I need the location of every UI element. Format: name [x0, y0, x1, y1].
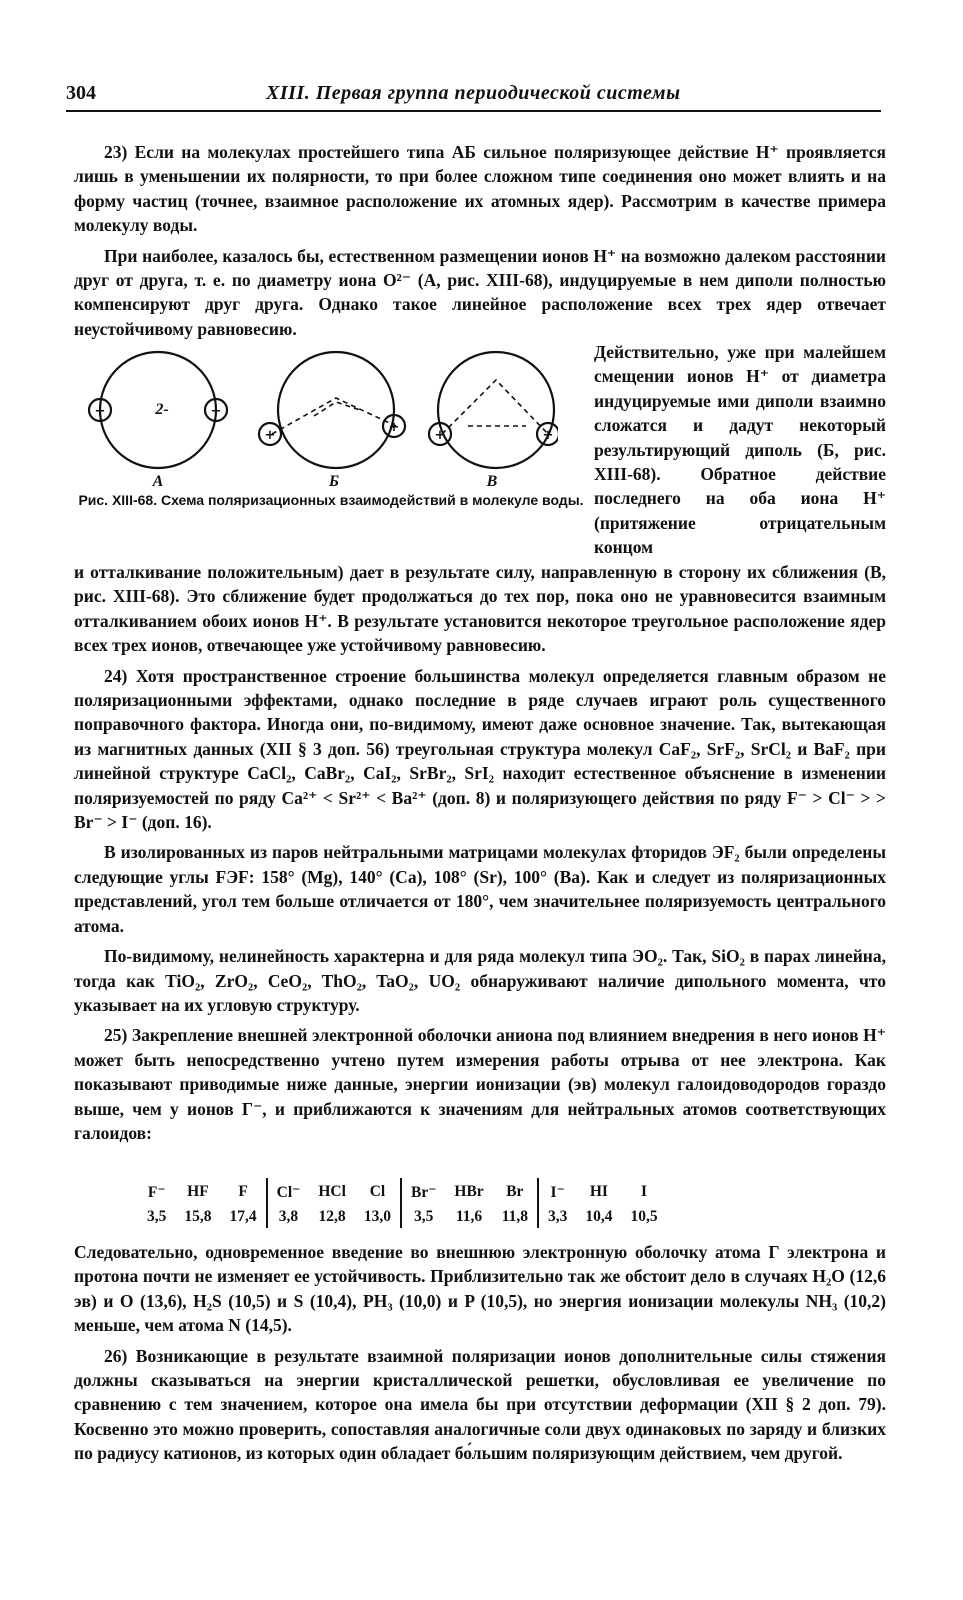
section-23-top	[74, 140, 886, 341]
paragraph-25-conclusion: Следовательно, одновременное введение во внешнюю электронную оболочку атома Г электрона и протона почти не изменяет ее устойчивость. Приблизительно так же обстоит дело в случаях H₂O (12,6 эв) и O (13,6), H₂S (10,5) и S (10,4), PH₃ (10,0) и P (10,5), но энергия ионизации молекулы NH₃ (10,2) меньше, чем атома N (14,5).	[74, 1242, 886, 1336]
table-header-cell: HCl	[318, 1183, 346, 1200]
charge-label: 2-	[155, 401, 169, 418]
figure-xiii-68	[74, 340, 588, 556]
label-v: В	[486, 473, 498, 490]
table-header-cell: HI	[589, 1183, 608, 1200]
table-cell: 10,4	[585, 1208, 613, 1225]
table-header-cell: Br⁻	[401, 1178, 445, 1204]
table-row	[138, 1178, 667, 1204]
table-row	[138, 1204, 667, 1228]
plus-sign: +	[542, 428, 554, 443]
table-cell: 11,6	[455, 1208, 483, 1225]
table-header-cell: Br	[506, 1183, 524, 1200]
page-number: 304	[66, 82, 96, 104]
table-header-cell: I	[641, 1183, 648, 1200]
table-cell: 17,4	[229, 1208, 257, 1225]
table-cell: 3,5	[147, 1208, 167, 1225]
paragraph-23-linear: При наиболее, казалось бы, естественном размещении ионов H⁺ на возможно далеком расстоянии друг от друга, т. е. по диаметру иона O²⁻ (А, рис. XIII-68), индуцируемые в нем диполи полностью компенсируют друг друга. Однако такое линейное расположение всех трех ядер отвечает неустойчивому равновесию.	[74, 245, 886, 339]
table-cell: 15,8	[184, 1208, 212, 1225]
water-polarization-diagram	[78, 350, 558, 490]
label-a: А	[152, 473, 164, 490]
table-header-cell: F	[238, 1183, 248, 1200]
running-title: XIII. Первая группа периодической системы	[266, 82, 681, 104]
table-header-cell: HBr	[454, 1183, 484, 1200]
paragraph-24-main: 24) Хотя пространственное строение большинства молекул определяется главным образом не поляризационными эффектами, однако последние в ряде случаев играют роль существенного поправочного фактора. Иногда они, по-видимому, имеют даже основное значение. Так, вытекающая из магнитных данных (XII § 3 доп. 56) треугольная структура молекул CaF₂, SrF₂, SrCl₂ и BaF₂ при линейной структуре CaCl₂, CaBr₂, CaI₂, SrBr₂, SrI₂ находит естественное объяснение в изменении поляризуемостей по ряду Ca²⁺ < Sr²⁺ < Ba²⁺ (доп. 8) и поляризующего действия по ряду F⁻ > Cl⁻ > > Br⁻ > I⁻ (доп. 16).	[74, 665, 886, 833]
oxygen-ion-v	[438, 352, 554, 468]
side-text-column: Действительно, уже при малейшем смещении ионов H⁺ от диаметра индуцируемые ими диполи взаимно сложатся и дадут некоторый результирующий диполь (Б, рис. XIII-68). Обратное действие последнего на оба иона H⁺ (притяжение отрицательным концом	[594, 342, 886, 558]
oxygen-ion-b	[278, 352, 394, 468]
paragraph-25-intro: 25) Закрепление внешней электронной оболочки аниона под влиянием внедрения в него ионов H⁺ может быть непосредственно учтено путем измерения работы отрыва от нее электрона. Как показывают приводимые ниже данные, энергии ионизации (эв) молекул галоидоводородов гораздо выше, чем у ионов Г⁻, и приближаются к значениям для нейтральных атомов соответствующих галоидов:	[74, 1025, 886, 1143]
table-cell: 3,8	[267, 1204, 310, 1228]
plus-sign: +	[94, 404, 106, 419]
section-25-26	[74, 1240, 886, 1466]
paragraph-24-dioxides: По-видимому, нелинейность характерна и для ряда молекул типа ЭO₂. Так, SiO₂ в парах линейна, тогда как TiO₂, ZrO₂, CeO₂, ThO₂, TaO₂, UO₂ обнаруживают наличие дипольного момента, что указывает на их угловую структуру.	[74, 946, 886, 1015]
bond-lines-b	[272, 398, 396, 434]
table-header-cell: I⁻	[538, 1178, 576, 1204]
ionization-energy-table	[138, 1178, 667, 1228]
paragraph-24-fluorides: В изолированных из паров нейтральными матрицами молекулах фторидов ЭF₂ были определены следующие углы FЭF: 158° (Mg), 140° (Ca), 108° (Sr), 100° (Ba). Как и следует из поляризационных представлений, угол тем больше отличается от 180°, чем значительнее поляризуемость центрального атома.	[74, 842, 886, 936]
dipole-b	[314, 402, 360, 416]
table-header-cell: Cl	[369, 1183, 386, 1200]
plus-sign: +	[388, 420, 400, 435]
table-header-cell: F⁻	[147, 1184, 166, 1201]
page-header	[66, 82, 881, 112]
paragraph-26: 26) Возникающие в результате взаимной поляризации ионов дополнительные силы стяжения должны сказываться на энергии кристаллической решетки, обусловливая ее увеличение по сравнению с тем значением, которое она имела бы при отсутствии деформации (XII § 2 доп. 79). Косвенно это можно проверить, сопоставляя аналогичные соли двух одинаковых по заряду и близких по радиусу катионов, из которых один обладает бо́льшим поляризующим действием, чем другой.	[74, 1345, 886, 1464]
table-cell: 13,0	[363, 1208, 391, 1225]
table-header-cell: HF	[187, 1183, 209, 1200]
paragraph-23-cont: и отталкивание положительным) дает в результате силу, направленную в сторону их сближения (В, рис. XIII-68). Это сближение будет продолжаться до тех пор, пока оно не уравновесится взаимным отталкиванием обоих ионов H⁺. В результате установится некоторое треугольное расположение ядер всех трех ионов, отвечающее уже устойчивому равновесию.	[74, 562, 886, 656]
figure-caption: Рис. XIII-68. Схема поляризационных взаимодействий в молекуле воды.	[78, 492, 584, 508]
table-header-cell: Cl⁻	[267, 1178, 310, 1204]
table-cell: 12,8	[318, 1208, 346, 1225]
plus-sign: +	[210, 404, 222, 419]
table-cell: 3,3	[538, 1204, 576, 1228]
paragraph-23-intro: 23) Если на молекулах простейшего типа АБ сильное поляризующее действие H⁺ проявляется лишь в уменьшении их полярности, то при более сложном типе соединения оно может влиять и на форму частиц (точнее, взаимное расположение их атомных ядер). Рассмотрим в качестве примера молекулу воды.	[74, 142, 886, 236]
label-b: Б	[328, 473, 340, 490]
table-cell: 3,5	[401, 1204, 445, 1228]
plus-sign: +	[434, 428, 446, 443]
table-cell: 10,5	[630, 1208, 658, 1225]
section-23-continued	[74, 560, 886, 1145]
table-cell: 11,8	[501, 1208, 528, 1225]
plus-sign: +	[264, 428, 276, 443]
